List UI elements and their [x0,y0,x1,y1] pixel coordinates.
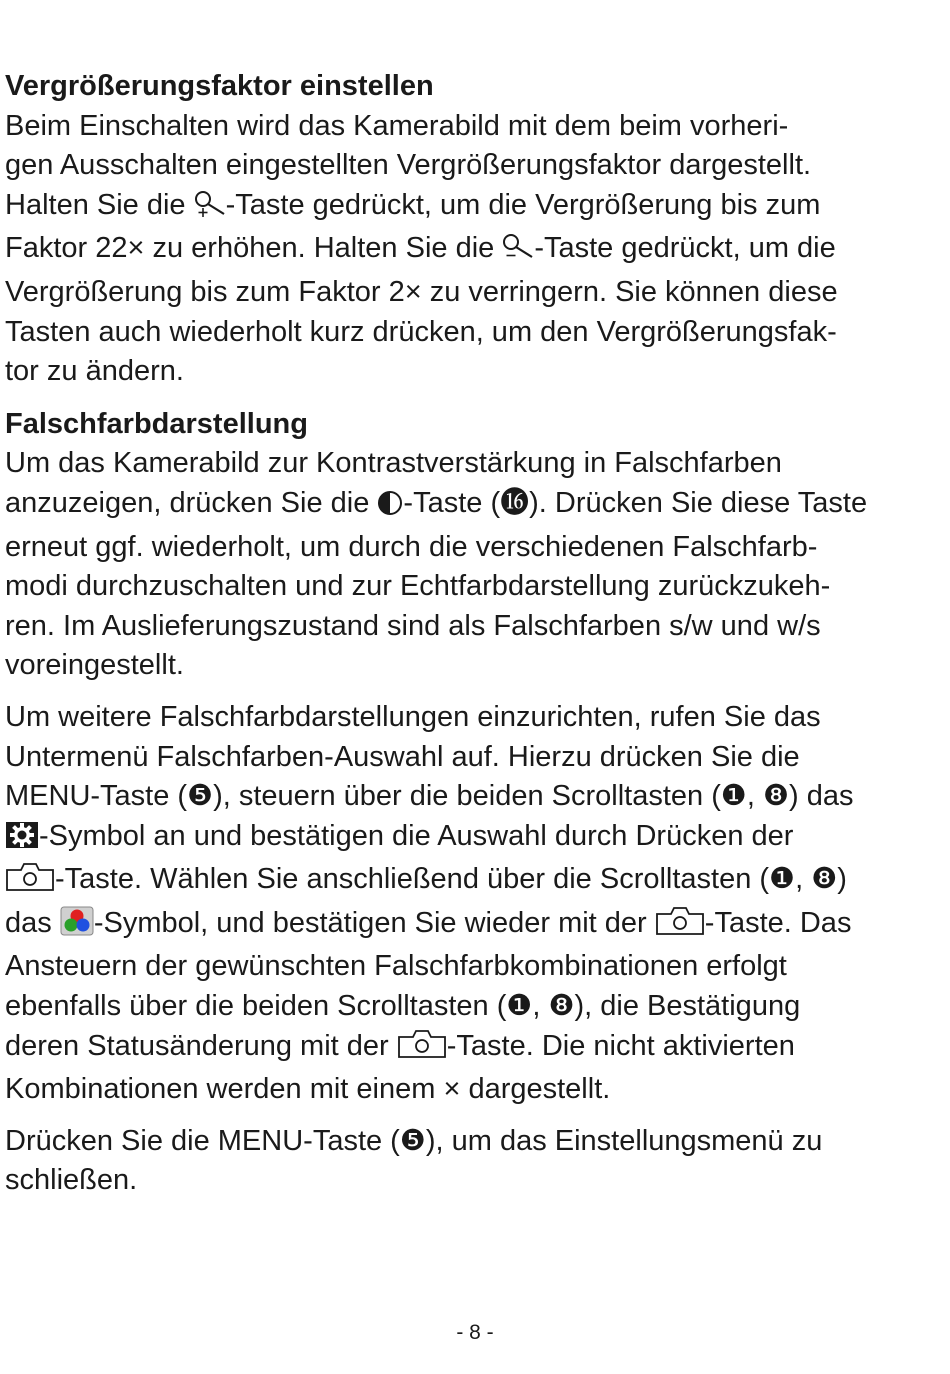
paragraph-close-menu [5,1122,905,1201]
color-palette-icon [60,906,94,948]
text-line: schließen. [5,1164,138,1197]
text-line: das -Symbol, und bestätigen Sie wieder mit der -Taste. Das [5,904,905,948]
text-line: Kombinationen werden mit einem × dargestellt. [5,1073,611,1106]
text-line: anzuzeigen, drücken Sie die -Taste (⓰). Drücken Sie diese Taste [5,484,905,528]
section-body-magnification [5,107,905,392]
text-line: Faktor 22× zu erhöhen. Halten Sie die -Taste gedrückt, um die [5,229,905,273]
text-line: Vergrößerung bis zum Faktor 2× zu verringern. Sie können diese [5,275,838,308]
text-line: Um das Kamerabild zur Kontrastverstärkung in Falschfarben [5,447,782,480]
key-reference-5: ❺ [187,780,214,813]
text-line: Beim Einschalten wird das Kamerabild mit dem beim vorheri- [5,109,789,142]
text-line: erneut ggf. wiederholt, um durch die verschiedenen Falschfarb- [5,530,818,563]
camera-icon [397,1029,447,1071]
key-reference-1: ❶ [506,990,533,1023]
key-reference-8: ❽ [548,990,575,1023]
key-reference-1: ❶ [769,863,796,896]
settings-gear-icon [5,821,39,861]
section-heading-magnification: Vergrößerungsfaktor einstellen [5,70,434,102]
camera-icon [655,906,705,948]
contrast-icon [377,488,403,528]
zoom-in-icon [194,190,226,230]
text-line: modi durchzuschalten und zur Echtfarbdarstellung zurückzukeh- [5,570,831,603]
zoom-out-icon [502,233,534,273]
text-line: Tasten auch wiederholt kurz drücken, um den Vergrößerungsfak- [5,315,837,348]
camera-icon [5,862,55,904]
manual-page [5,67,905,1201]
key-reference-1: ❶ [720,780,747,813]
text-line: -Symbol an und bestätigen die Auswahl durch Drücken der [5,817,905,861]
text-line: ebenfalls über die beiden Scrolltasten (❶, ❽), die Bestätigung [5,990,801,1023]
section-heading-false-color: Falschfarbdarstellung [5,407,308,440]
page-number: - 8 - [456,1321,494,1344]
text-line: -Taste. Wählen Sie anschließend über die Scrolltasten (❶, ❽) [5,860,905,904]
key-reference-8: ❽ [811,863,838,896]
text-line: Untermenü Falschfarben-Auswahl auf. Hierzu drücken Sie die [5,740,800,773]
key-reference-5: ❺ [399,1124,426,1157]
text-line: Um weitere Falschfarbdarstellungen einzurichten, rufen Sie das [5,700,821,733]
text-line: MENU-Taste (❺), steuern über die beiden Scrolltasten (❶, ❽) das [5,780,854,813]
text-line: Halten Sie die -Taste gedrückt, um die Vergrößerung bis zum [5,186,905,230]
text-line: tor zu ändern. [5,355,184,388]
text-line: voreingestellt. [5,649,184,682]
text-line: ren. Im Auslieferungszustand sind als Falschfarben s/w und w/s [5,609,821,642]
text-line: Drücken Sie die MENU-Taste (❺), um das Einstellungsmenü zu [5,1124,823,1157]
key-reference-8: ❽ [763,780,789,813]
section-body-false-color [5,444,905,686]
paragraph-false-color-setup [5,698,905,1110]
key-reference-16: ⓰ [500,486,530,519]
text-line: gen Ausschalten eingestellten Vergrößerungsfaktor dargestellt. [5,149,812,182]
text-line: deren Statusänderung mit der -Taste. Die nicht aktivierten [5,1027,905,1071]
text-line: Ansteuern der gewünschten Falschfarbkombinationen erfolgt [5,950,787,983]
